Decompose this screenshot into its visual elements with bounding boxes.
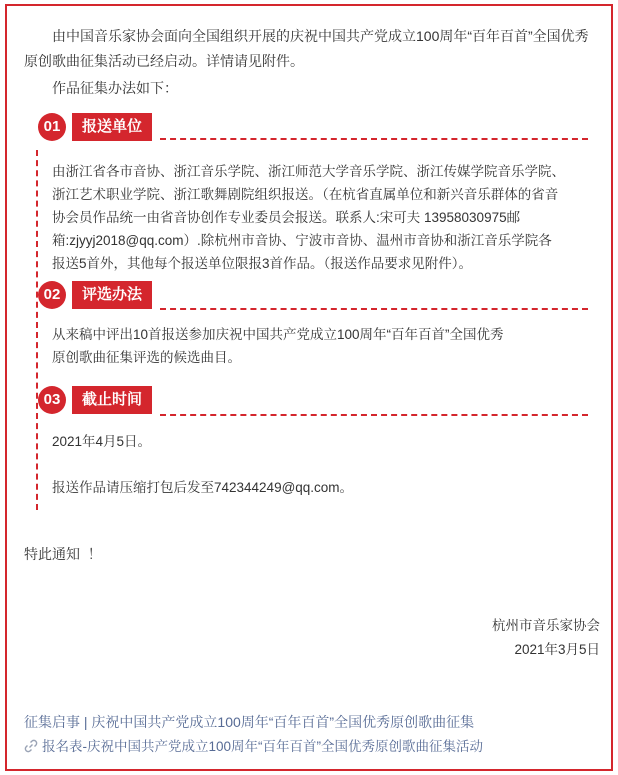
- section-title: 评选办法: [72, 281, 152, 309]
- section-divider: [160, 308, 588, 310]
- section-line: 协会员作品统一由省音协创作专业委员会报送。联系人:宋可夫 13958030975邮: [52, 210, 521, 225]
- attachment-link-label: 报名表-庆祝中国共产党成立100周年“百年百首”全国优秀原创歌曲征集活动: [42, 739, 484, 754]
- method-label: 作品征集办法如下：: [52, 80, 178, 96]
- link-icon: [24, 739, 38, 753]
- section-body: [52, 430, 592, 499]
- section-line: 从来稿中评出10首报送参加庆祝中国共产党成立100周年“百年百首”全国优秀: [52, 327, 504, 342]
- section-line: 原创歌曲征集评选的候选曲目。: [52, 350, 241, 365]
- intro-paragraph: 由中国音乐家协会面向全国组织开展的庆祝中国共产党成立100周年“百年百首”全国优秀原创歌曲征集活动已经启动。详情请见附件。: [24, 28, 589, 69]
- signature-org: 杭州市音乐家协会: [492, 618, 600, 633]
- section-body: [52, 160, 592, 275]
- section-line: 报送5首外，其他每个报送单位限报3首作品。（报送作品要求见附件）。: [52, 256, 473, 271]
- section-number-badge: 03: [38, 386, 66, 414]
- section-divider: [160, 138, 588, 140]
- signature-date: 2021年3月5日: [514, 642, 600, 657]
- section-line: 报送作品请压缩打包后发至742344249@qq.com。: [52, 480, 354, 495]
- section-divider: [160, 414, 588, 416]
- section-line: 浙江艺术职业学院、浙江歌舞剧院组织报送。（在杭省直属单位和新兴音乐群体的省音: [52, 187, 559, 202]
- section-number-badge: 01: [38, 113, 66, 141]
- section-title: 截止时间: [72, 386, 152, 414]
- section-line: [52, 453, 592, 476]
- section-connector-line: [36, 150, 38, 510]
- section-title: 报送单位: [72, 113, 152, 141]
- section-line: 2021年4月5日。: [52, 434, 152, 449]
- attachment-link[interactable]: [24, 737, 483, 757]
- section-body: [52, 323, 592, 369]
- section-number-badge: 02: [38, 281, 66, 309]
- related-article-link[interactable]: 征集启事 | 庆祝中国共产党成立100周年“百年百首”全国优秀原创歌曲征集: [24, 714, 475, 730]
- closing-notice: 特此通知 ！: [24, 546, 102, 562]
- section-line: 由浙江省各市音协、浙江音乐学院、浙江师范大学音乐学院、浙江传媒学院音乐学院、: [52, 164, 565, 179]
- section-line: 箱:zjyyj2018@qq.com）.除杭州市音协、宁波市音协、温州市音协和浙江音乐学院各: [52, 233, 552, 248]
